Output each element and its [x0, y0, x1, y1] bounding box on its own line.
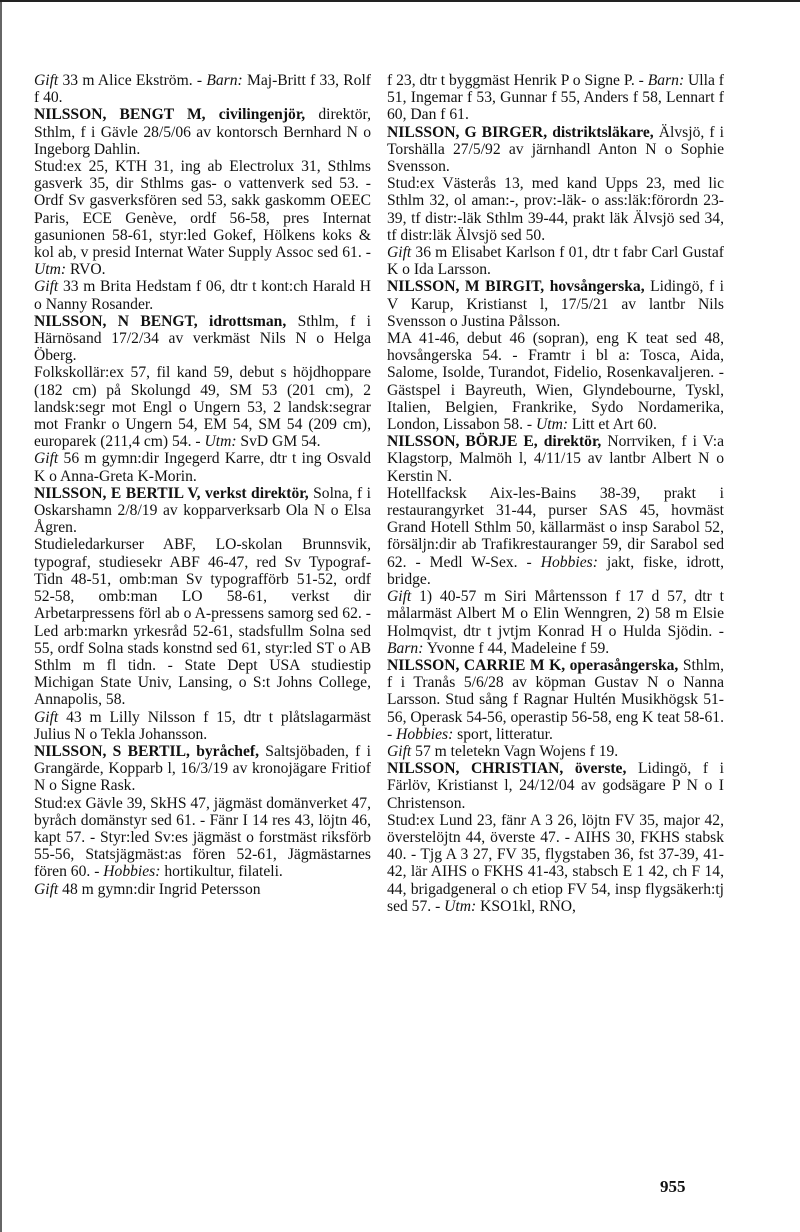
paragraph: Hotellfacksk Aix-les-Bains 38-39, prakt i restaurangyrket 31-44, purser SAS 45, hovmäst Grand Hotell Sthlm 50, källarmäst o insp Sarabol 52, försäljn:dir ab Trafikrestauranger 59, dir Sarabol sed 62. - Medl W-Sex. - Hobbies: jakt, fiske, idrott, bridge. [387, 484, 725, 588]
paragraph: Gift 1) 40-57 m Siri Mårtensson f 17 d 57, dtr t målarmäst Albert M o Elin Wenngren, 2) 58 m Elsie Holmqvist, dtr t jvtjm Konrad H o Hulda Sjödin. - Barn: Yvonne f 44, Madeleine f 59. [387, 588, 724, 657]
entry: NILSSON, N BENGT, idrottsman, Sthlm, f i Härnösand 17/2/34 av verkmäst Nils N o Helga Öberg. [34, 312, 371, 365]
left-column [34, 72, 371, 898]
entry: NILSSON, S BERTIL, byråchef, Saltsjöbaden, f i Grangärde, Kopparb l, 16/3/19 av kronojägare Fritiof N o Signe Rask. [34, 742, 371, 795]
paragraph: Studieledarkurser ABF, LO-skolan Brunnsvik, typograf, studiesekr ABF 46-47, red Sv Typograf-Tidn 48-51, omb:man Sv typografförb 51-52, ordf 52-58, omb:man LO 58-61, verkst dir Arbetarpressens förl ab o A-pressens samorg sed 62. - Led arb:markn yrkesråd 52-61, stadsfullm Solna sed 55, ordf Solna stads konstnd sed 61, styr:led ST o AB Sthlm m fl tidn. - State Dept USA studiestip Michigan State Univ, Lansing, o S:t Johns College, Annapolis, 58. [34, 536, 371, 709]
entry: NILSSON, CHRISTIAN, överste, Lidingö, f i Färlöv, Kristianst l, 24/12/04 av godsägare P N o I Christenson. [387, 760, 724, 812]
entry: NILSSON, CARRIE M K, operasångerska, Sthlm, f i Tranås 5/6/28 av köpman Gustav N o Nanna Larsson. Stud sång f Ragnar Hultén Musikhögsk 51-56, Operask 54-56, operastip 56-58, eng K teat 58-61. - Hobbies: sport, litteratur. [387, 656, 725, 743]
paragraph: Gift 33 m Brita Hedstam f 06, dtr t kont:ch Harald H o Nanny Rosander. [34, 278, 371, 313]
paragraph: MA 41-46, debut 46 (sopran), eng K teat sed 48, hovsångerska 54. - Framtr i bl a: Tosca, Aida, Salome, Isolde, Turandot, Fidelio, Rosenkavaljeren. - Gästspel i Bayreuth, Wien, Glyndebourne, Tyskl, Italien, Belgien, Frankrike, Sydo Nordamerika, London, Lissabon 58. - Utm: Litt et Art 60. [387, 330, 724, 434]
paragraph: Gift 48 m gymn:dir Ingrid Petersson [34, 880, 261, 898]
paragraph: Stud:ex 25, KTH 31, ing ab Electrolux 31, Sthlms gasverk 35, dir Sthlms gas- o vattenverk sed 53. - Ordf Sv gasverksfören sed 53, sakk gaskomm OEEC Paris, ECE Genève, ordf 56-58, pres Internat gasunionen 58-61, styr:led Gokef, Hölkens koks & kol ab, v presid Internat Water Supply Assoc sed 61. - Utm: RVO. [34, 158, 371, 279]
entry: NILSSON, M BIRGIT, hovsångerska, Lidingö, f i V Karup, Kristianst l, 17/5/21 av lantbr Nils Svensson o Justina Pålsson. [387, 278, 725, 330]
scan-left-edge [0, 0, 2, 1232]
paragraph: Stud:ex Västerås 13, med kand Upps 23, med lic Sthlm 32, ol aman:-, prov:-läk- o ass:läk:förordn 23-39, tf distr:-läk Sthlm 39-44, prakt läk Älvsjö sed 34, tf distr:läk Älvsjö sed 50. [387, 175, 724, 244]
paragraph: f 23, dtr t byggmäst Henrik P o Signe P. - Barn: Ulla f 51, Ingemar f 53, Gunnar f 55, Anders f 58, Lennart f 60, Dan f 61. [387, 72, 725, 124]
paragraph: Stud:ex Gävle 39, SkHS 47, jägmäst domänverket 47, byråch domänstyr sed 61. - Fänr I 14 res 43, löjtn 46, kapt 57. - Styr:led Sv:es jägmäst o forstmäst riksförb 55-56, Statsjägmäst:as fören 52-61, Jägmästarnes fören 60. - Hobbies: hortikultur, filateli. [34, 794, 371, 881]
page-number: 955 [660, 1177, 686, 1196]
scan-top-edge [0, 0, 800, 2]
paragraph: Gift 57 m teletekn Vagn Wojens f 19. [387, 742, 619, 760]
paragraph: Gift 36 m Elisabet Karlson f 01, dtr t fabr Carl Gustaf K o Ida Larsson. [387, 244, 724, 279]
paragraph: Gift 43 m Lilly Nilsson f 15, dtr t plåtslagarmäst Julius N o Tekla Johansson. [34, 708, 371, 743]
paragraph: Gift 56 m gymn:dir Ingegerd Karre, dtr t ing Osvald K o Anna-Greta K-Morin. [34, 450, 371, 485]
entry: NILSSON, BÖRJE E, direktör, Norrviken, f i V:a Klagstorp, Malmöh l, 4/11/15 av lantbr Albert N o Kerstin N. [387, 433, 724, 485]
entry: NILSSON, BENGT M, civilingenjör, direktör, Sthlm, f i Gävle 28/5/06 av kontorsch Bernhard N o Ingeborg Dahlin. [34, 106, 371, 158]
paragraph: Folkskollär:ex 57, fil kand 59, debut s höjdhoppare (182 cm) på Skolungd 49, SM 53 (201 cm), 2 landsk:segr mot Engl o Ungern 53, 2 landsk:segrar mot Frankr o Ungern 54, EM 54, SM 54 (209 cm), europarek (211,4 cm) 54. - Utm: SvD GM 54. [34, 364, 371, 451]
paragraph: Stud:ex Lund 23, fänr A 3 26, löjtn FV 35, major 42, överstelöjtn 44, överste 47. - AIHS 30, FKHS stabsk 40. - Tjg A 3 27, FV 35, flygstaben 36, fst 37-39, 41-42, lär AIHS o FKHS 41-43, stabsch E 1 42, ch F 14, 44, brigadgeneral o ch etiop FV 54, insp flygsäkerh:tj sed 57. - Utm: KSO1kl, RNO, [387, 811, 724, 915]
paragraph: Gift 33 m Alice Ekström. - Barn: Maj-Britt f 33, Rolf f 40. [34, 72, 371, 107]
entry: NILSSON, G BIRGER, distriktsläkare, Älvsjö, f i Torshälla 27/5/92 av järnhandl Anton N o Sophie Svensson. [387, 123, 724, 176]
entry: NILSSON, E BERTIL V, verkst direktör, Solna, f i Oskarshamn 2/8/19 av kopparverksarb Ola N o Elsa Ågren. [34, 484, 372, 537]
right-column [387, 72, 724, 915]
